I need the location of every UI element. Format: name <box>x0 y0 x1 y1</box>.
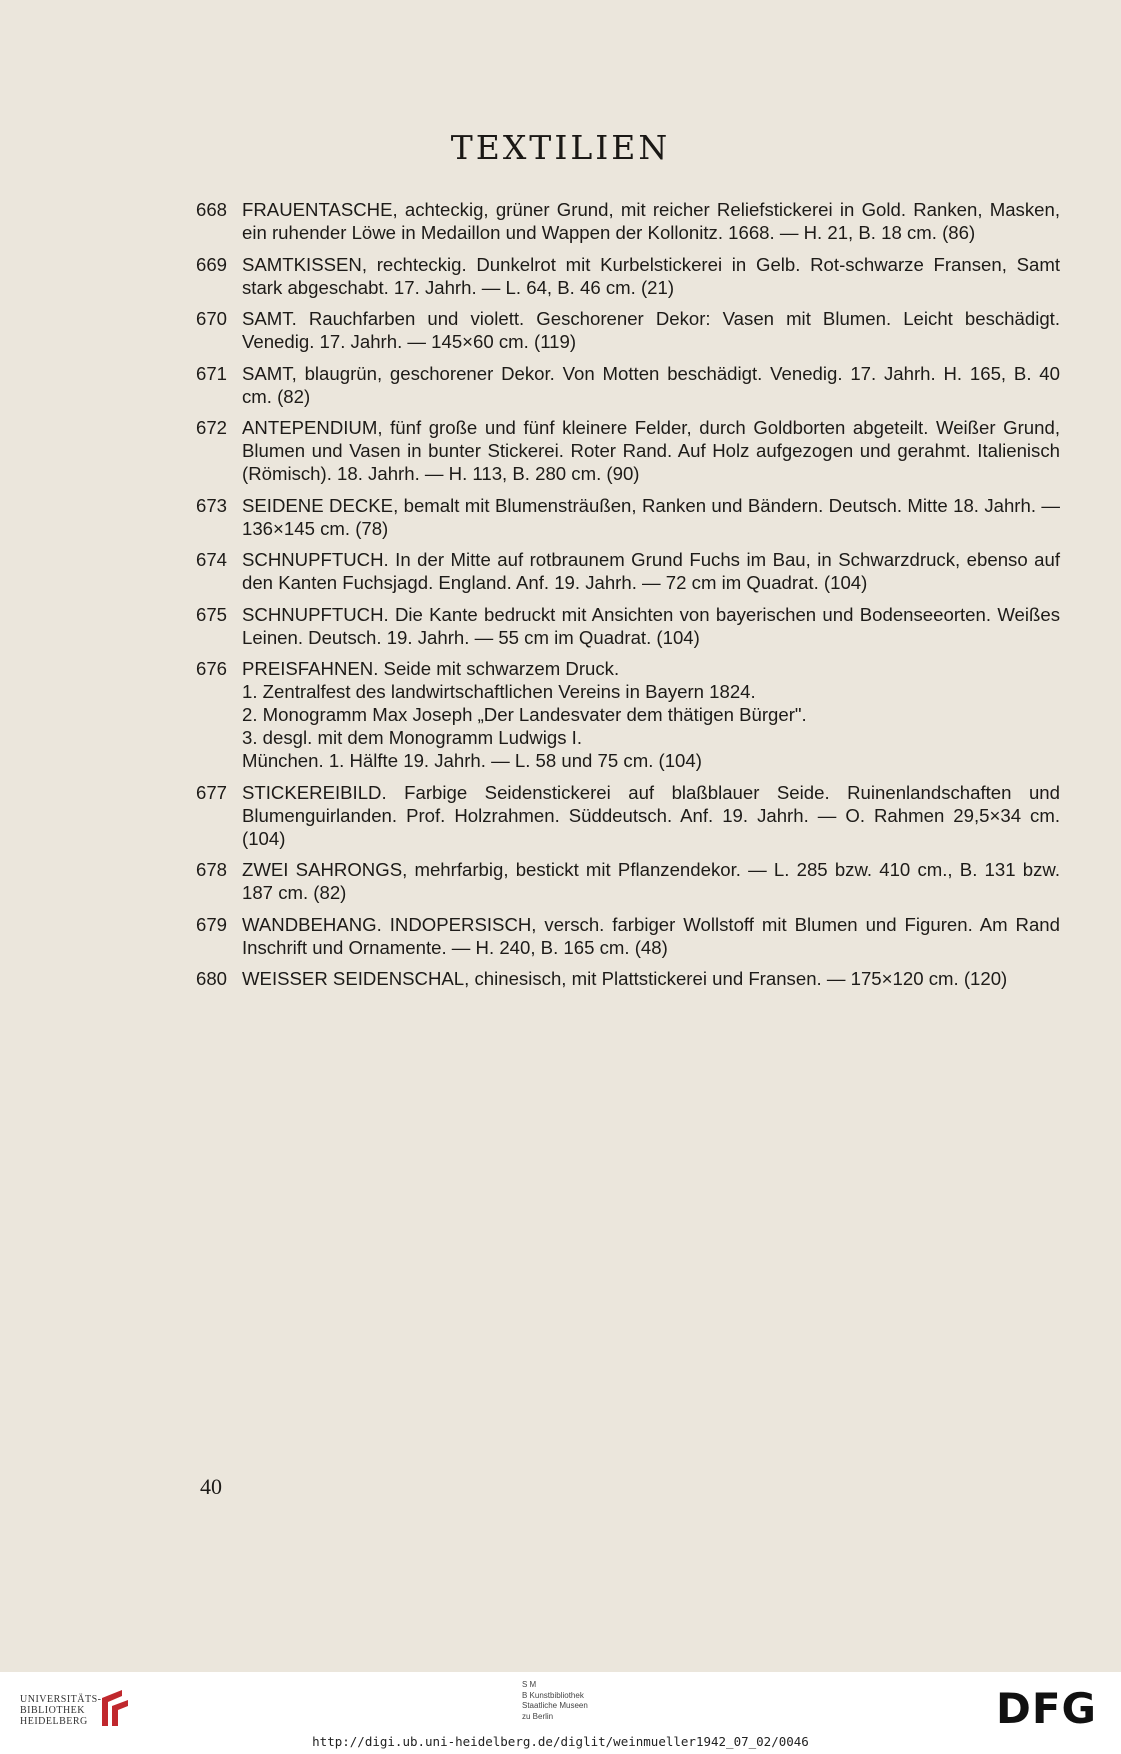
entry-number: 670 <box>196 308 228 329</box>
uni-line: BIBLIOTHEK <box>20 1705 85 1716</box>
dfg-logo: DFG <box>996 1684 1098 1733</box>
uni-line: UNIVERSITÄTS- <box>20 1694 102 1705</box>
smb-line: zu Berlin <box>522 1711 554 1721</box>
catalog-entry <box>196 967 1060 990</box>
page-number: 40 <box>200 1474 222 1499</box>
entry-text: SAMT. Rauchfarben und violett. Geschorener Dekor: Vasen mit Blumen. Leicht beschädigt. Venedig. 17. Jahrh. — 145×60 cm. (119) <box>242 308 1060 352</box>
entry-subline: 2. Monogramm Max Joseph „Der Landesvater dem thätigen Bürger". <box>242 704 807 725</box>
university-logo-icon <box>98 1686 134 1730</box>
entry-number: 679 <box>196 913 228 935</box>
catalog-entry <box>196 548 1060 594</box>
entry-subline: 3. desgl. mit dem Monogramm Ludwigs I. <box>242 727 582 748</box>
entry-number: 673 <box>196 494 228 516</box>
entry-number: 669 <box>196 253 228 275</box>
page-title: TEXTILIEN <box>450 128 671 167</box>
entry-number: 680 <box>196 968 228 989</box>
entry-text: SCHNUPFTUCH. Die Kante bedruckt mit Ansichten von bayerischen und Bodenseeorten. Weißes Leinen. Deutsch. 19. Jahrh. — 55 cm im Quadrat. (104) <box>242 603 1060 648</box>
catalog-entry <box>196 416 1060 485</box>
catalog-entries <box>196 198 1060 999</box>
entry-text: WANDBEHANG. INDOPERSISCH, versch. farbiger Wollstoff mit Blumen und Figuren. Am Rand Inschrift und Ornamente. — H. 240, B. 165 cm. (48) <box>242 913 1060 958</box>
entry-text: SAMT, blaugrün, geschorener Dekor. Von Motten beschädigt. Venedig. 17. Jahrh. H. 165, B. 40 cm. (82) <box>242 362 1060 407</box>
entry-subline: München. 1. Hälfte 19. Jahrh. — L. 58 und 75 cm. (104) <box>242 750 702 771</box>
entry-text: SAMTKISSEN, rechteckig. Dunkelrot mit Kurbelstickerei in Gelb. Rot-schwarze Fransen, Samt stark abgeschabt. 17. Jahrh. — L. 64, B. 46 cm. (21) <box>242 253 1060 298</box>
entry-text: ANTEPENDIUM, fünf große und fünf kleinere Felder, durch Goldborten abgeteilt. Weißer Grund, Blumen und Vasen in bunter Stickerei. Roter Rand. Auf Holz aufgezogen und gerahmt. Italienisch (Römisch). 18. Jahrh. — H. 113, B. 280 cm. (90) <box>242 417 1060 484</box>
smb-line: B Kunstbibliothek <box>522 1690 584 1700</box>
entry-text: SEIDENE DECKE, bemalt mit Blumensträußen, Ranken und Bändern. Deutsch. Mitte 18. Jahrh. — 136×145 cm. (78) <box>242 494 1060 539</box>
entry-text: FRAUENTASCHE, achteckig, grüner Grund, mit reicher Reliefstickerei in Gold. Ranken, Masken, ein ruhender Löwe in Medaillon und Wappen der Kollonitz. 1668. — H. 21, B. 18 cm. (86) <box>242 199 1060 243</box>
catalog-entry <box>196 657 1060 772</box>
catalog-entry <box>196 198 1060 244</box>
catalog-entry <box>196 913 1060 959</box>
catalog-entry <box>196 307 1060 353</box>
entry-number: 676 <box>196 658 228 679</box>
entry-text: WEISSER SEIDENSCHAL, chinesisch, mit Plattstickerei und Fransen. — 175×120 cm. (120) <box>242 968 1008 989</box>
entry-number: 675 <box>196 603 228 625</box>
viewer-footer <box>0 1672 1121 1754</box>
catalog-entry <box>196 858 1060 904</box>
smb-line: Staatliche Museen <box>522 1701 588 1710</box>
entry-text-block <box>242 657 1060 772</box>
catalog-entry <box>196 253 1060 299</box>
entry-number: 677 <box>196 781 228 803</box>
kunstbibliothek-label <box>522 1680 588 1722</box>
catalog-entry <box>196 494 1060 540</box>
entry-text: PREISFAHNEN. Seide mit schwarzem Druck. <box>242 658 620 679</box>
university-library-label <box>20 1694 102 1727</box>
source-url-link[interactable]: http://digi.ub.uni-heidelberg.de/diglit/weinmueller1942_07_02/0046 <box>312 1734 809 1749</box>
smb-line: S M <box>522 1680 537 1689</box>
entry-number: 668 <box>196 199 228 220</box>
uni-line: HEIDELBERG <box>20 1716 88 1727</box>
entry-number: 672 <box>196 417 228 438</box>
catalog-entry <box>196 362 1060 408</box>
entry-text: ZWEI SAHRONGS, mehrfarbig, bestickt mit Pflanzendekor. — L. 285 bzw. 410 cm., B. 131 bzw. 187 cm. (82) <box>242 859 1060 903</box>
entry-number: 671 <box>196 362 228 384</box>
entry-number: 674 <box>196 549 228 570</box>
entry-text: SCHNUPFTUCH. In der Mitte auf rotbraunem Grund Fuchs im Bau, in Schwarzdruck, ebenso auf den Kanten Fuchsjagd. England. Anf. 19. Jahrh. — 72 cm im Quadrat. (104) <box>242 549 1060 593</box>
entry-text: STICKEREIBILD. Farbige Seidenstickerei auf blaßblauer Seide. Ruinenlandschaften und Blumenguirlanden. Prof. Holzrahmen. Süddeutsch. Anf. 19. Jahrh. — O. Rahmen 29,5×34 cm. (104) <box>242 781 1060 849</box>
catalog-entry <box>196 781 1060 850</box>
entry-subline: 1. Zentralfest des landwirtschaftlichen Vereins in Bayern 1824. <box>242 681 756 702</box>
entry-number: 678 <box>196 859 228 880</box>
catalog-entry <box>196 603 1060 649</box>
